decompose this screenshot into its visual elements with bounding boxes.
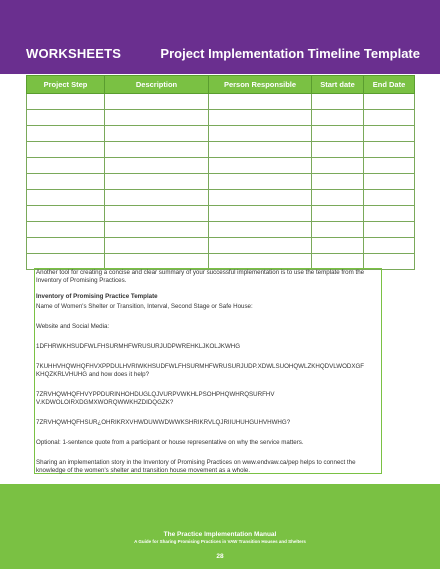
question-1: 1DFHRWKHSUDFWLFHSURMHFWRUSURJUDPWREHKLJKOLJKWHG bbox=[36, 343, 241, 350]
page-header bbox=[0, 0, 440, 74]
table-cell[interactable] bbox=[209, 94, 312, 110]
table-cell[interactable] bbox=[105, 158, 209, 174]
sharing-text: Sharing an implementation story in the Inventory of Promising Practices on www.endvaw.ca/pep helps to connect the knowledge of the women's shelter and transition house movement as a whole. bbox=[36, 459, 356, 474]
table-cell[interactable] bbox=[312, 94, 364, 110]
shelter-name-line: Name of Women's Shelter or Transition, Interval, Second Stage or Safe House: bbox=[36, 303, 253, 310]
col-header-project-step: Project Step bbox=[27, 76, 105, 94]
table-cell[interactable] bbox=[27, 158, 105, 174]
table-cell[interactable] bbox=[27, 190, 105, 206]
table-cell[interactable] bbox=[364, 206, 415, 222]
table-cell[interactable] bbox=[105, 174, 209, 190]
timeline-table bbox=[26, 75, 415, 270]
table-cell[interactable] bbox=[312, 142, 364, 158]
col-header-end-date: End Date bbox=[364, 76, 415, 94]
table-row bbox=[27, 190, 415, 206]
template-title: Project Implementation Timeline Template bbox=[160, 46, 420, 61]
table-cell[interactable] bbox=[209, 190, 312, 206]
question-3: 7ZRVHQWHQFHVYPPDURINHOHDUGLQJVURPVWKHLPSOHPHQWHRQSURFHV V.KDWOLOIRXDGMXWORQWWKHZDIDQGZK? bbox=[36, 391, 275, 406]
table-cell[interactable] bbox=[364, 222, 415, 238]
table-cell[interactable] bbox=[27, 206, 105, 222]
table-cell[interactable] bbox=[364, 238, 415, 254]
table-cell[interactable] bbox=[312, 126, 364, 142]
intro-text: Another tool for creating a concise and clear summary of your successful implementation is to use the template from the Inventory of Promising Practices. bbox=[36, 269, 365, 284]
table-cell[interactable] bbox=[27, 174, 105, 190]
table-cell[interactable] bbox=[209, 222, 312, 238]
table-cell[interactable] bbox=[312, 238, 364, 254]
table-cell[interactable] bbox=[209, 238, 312, 254]
col-header-description: Description bbox=[105, 76, 209, 94]
table-cell[interactable] bbox=[105, 110, 209, 126]
manual-subtitle: A Guide for Sharing Promising Practices in VAW Transition Houses and Shelters bbox=[134, 539, 306, 544]
table-row bbox=[27, 222, 415, 238]
table-cell[interactable] bbox=[27, 222, 105, 238]
table-cell[interactable] bbox=[105, 190, 209, 206]
table-cell[interactable] bbox=[312, 158, 364, 174]
notes-section bbox=[36, 269, 382, 483]
table-cell[interactable] bbox=[312, 110, 364, 126]
table-cell[interactable] bbox=[312, 222, 364, 238]
worksheets-title: WORKSHEETS bbox=[26, 46, 122, 61]
inventory-heading: Inventory of Promising Practice Template bbox=[36, 293, 158, 300]
table-row bbox=[27, 94, 415, 110]
table-cell[interactable] bbox=[312, 174, 364, 190]
optional-quote-line: Optional: 1-sentence quote from a participant or house representative on why the service matters. bbox=[36, 439, 304, 446]
question-2: 7KUHHVHQWHQFHVXPPDULHVRIWKHSUDFWLFHSURMHFWRUSURJUDP.XDWLSUOHQWLZKHQDVLWODXGF KHQZKRLVHUHG and how does it help? bbox=[36, 363, 365, 378]
table-row bbox=[27, 142, 415, 158]
table-cell[interactable] bbox=[105, 206, 209, 222]
table-cell[interactable] bbox=[364, 110, 415, 126]
page-footer bbox=[0, 484, 440, 569]
table-cell[interactable] bbox=[27, 126, 105, 142]
table-row bbox=[27, 174, 415, 190]
table-cell[interactable] bbox=[27, 110, 105, 126]
col-header-person-responsible: Person Responsible bbox=[209, 76, 312, 94]
table-cell[interactable] bbox=[364, 126, 415, 142]
table-cell[interactable] bbox=[105, 222, 209, 238]
table-row bbox=[27, 206, 415, 222]
question-4: 7ZRVHQWHQFHSUR¿OHRIKRXVHWDUWWDWWKSHRIKRVLQJRIIUHUHGUHVHWHG? bbox=[36, 419, 291, 426]
table-cell[interactable] bbox=[364, 158, 415, 174]
manual-title: The Practice Implementation Manual bbox=[163, 531, 277, 538]
table-cell[interactable] bbox=[27, 94, 105, 110]
table-cell[interactable] bbox=[105, 142, 209, 158]
table-cell[interactable] bbox=[364, 190, 415, 206]
col-header-start-date: Start date bbox=[312, 76, 364, 94]
table-cell[interactable] bbox=[364, 142, 415, 158]
table-cell[interactable] bbox=[209, 142, 312, 158]
table-cell[interactable] bbox=[364, 174, 415, 190]
table-cell[interactable] bbox=[209, 126, 312, 142]
table-cell[interactable] bbox=[27, 238, 105, 254]
table-cell[interactable] bbox=[209, 206, 312, 222]
table-cell[interactable] bbox=[105, 238, 209, 254]
table-row bbox=[27, 126, 415, 142]
table-row bbox=[27, 110, 415, 126]
table-header-row bbox=[27, 76, 415, 94]
table-body bbox=[27, 94, 415, 270]
website-line: Website and Social Media: bbox=[36, 323, 110, 330]
table-cell[interactable] bbox=[105, 94, 209, 110]
page-number: 28 bbox=[216, 553, 224, 560]
table-row bbox=[27, 158, 415, 174]
table-cell[interactable] bbox=[209, 158, 312, 174]
table-cell[interactable] bbox=[27, 142, 105, 158]
table-cell[interactable] bbox=[209, 174, 312, 190]
table-cell[interactable] bbox=[312, 190, 364, 206]
table-cell[interactable] bbox=[209, 110, 312, 126]
table-cell[interactable] bbox=[364, 94, 415, 110]
table-cell[interactable] bbox=[312, 206, 364, 222]
table-row bbox=[27, 238, 415, 254]
table-cell[interactable] bbox=[105, 126, 209, 142]
